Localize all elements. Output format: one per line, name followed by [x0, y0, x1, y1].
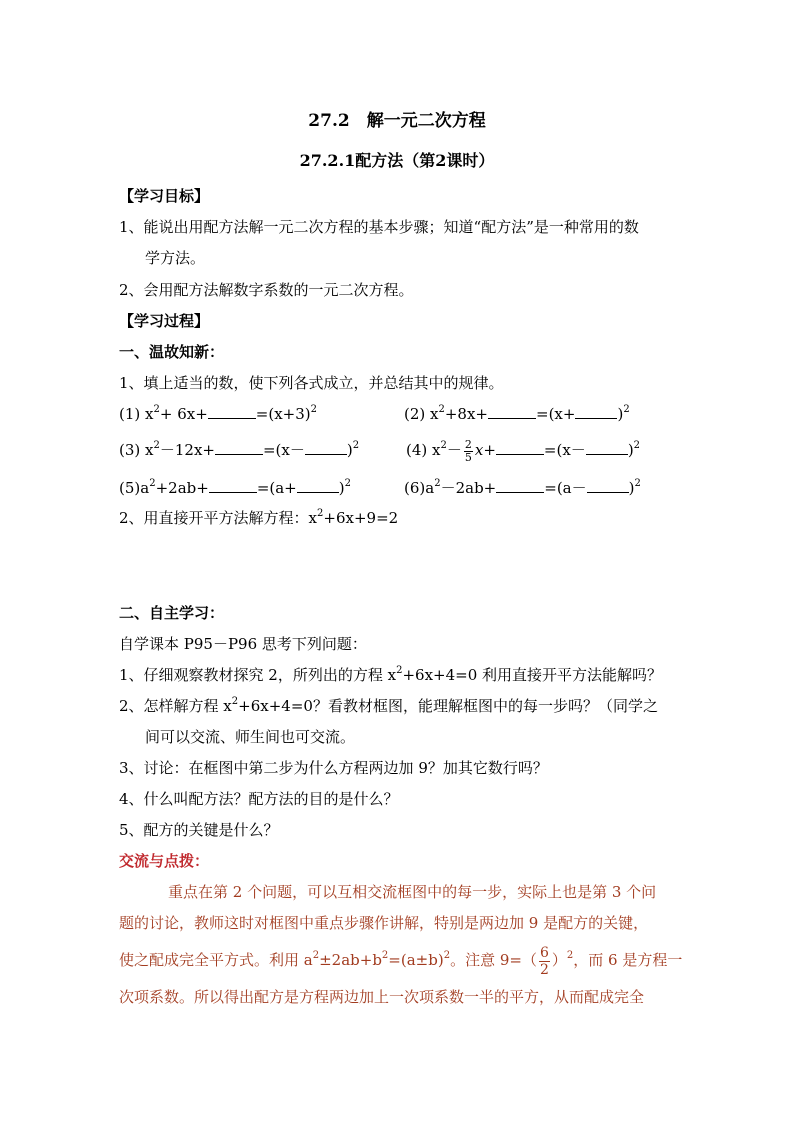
answer-blank[interactable] — [575, 404, 617, 419]
review-question-1: 1、填上适当的数，使下列各式成立，并总结其中的规律。 — [119, 374, 504, 392]
exercise-3: (3) $x^2-12x+ =(x- )^2$ — [119, 440, 360, 459]
exercise-2: (2) $x^2+8x+ =(x+ )^2$ — [404, 404, 630, 423]
answer-blank[interactable] — [208, 404, 256, 419]
exchange-heading: 交流与点拨： — [119, 852, 210, 870]
answer-blank[interactable] — [496, 478, 544, 493]
page-subtitle: 27.2.1配方法（第2课时） — [299, 151, 495, 170]
answer-blank[interactable] — [297, 478, 339, 493]
exchange-line-3: 使之配成完全平方式。利用 $a^2\pm 2ab+b^2=(a\pm b)^2$。注意 9=（ $\frac{6}{2}$ ）$^2$，而 6 是方程一 — [119, 944, 683, 978]
goals-heading: 【学习目标】 — [119, 187, 210, 205]
self-question-1: 1、仔细观察教材探究 2，所列出的方程 $x^2+6x+4=0$ 利用直接开平方法能解吗？ — [119, 665, 663, 684]
answer-blank[interactable] — [586, 440, 628, 455]
goal-1-line-2: 学方法。 — [145, 249, 206, 267]
answer-blank[interactable] — [215, 440, 263, 455]
review-question-2: 2、用直接开平方法解方程：$x^2+6x+9=2$ — [119, 508, 399, 527]
exchange-line-1: 重点在第 2 个问题，可以互相交流框图中的每一步，实际上也是第 3 个问 — [168, 883, 657, 901]
exercise-5: $(5)a^2+2ab+ =(a+ )^2$ — [119, 478, 351, 497]
answer-blank[interactable] — [209, 478, 257, 493]
answer-blank[interactable] — [488, 404, 536, 419]
process-heading: 【学习过程】 — [119, 312, 210, 330]
answer-blank[interactable] — [587, 478, 629, 493]
fraction: $\frac{6}{2}$ — [539, 944, 549, 978]
goal-1-line-1: 1、能说出用配方法解一元二次方程的基本步骤；知道“配方法”是一种常用的数 — [119, 218, 639, 236]
self-question-4: 4、什么叫配方法？配方法的目的是什么？ — [119, 790, 399, 808]
self-question-2-line-2: 间可以交流、师生间也可交流。 — [145, 728, 356, 746]
self-study-heading: 二、自主学习： — [119, 604, 225, 622]
goal-2: 2、会用配方法解数字系数的一元二次方程。 — [119, 281, 414, 299]
self-question-3: 3、讨论：在框图中第二步为什么方程两边加 9？加其它数行吗？ — [119, 759, 548, 777]
exercise-6: $(6)a^2-2ab+ =(a- )^2$ — [404, 478, 641, 497]
exercise-4: (4) $x^2-$ $\frac{2}{5}$ $x+ =(x- )^2$ — [406, 437, 641, 464]
exchange-line-2: 题的讨论，教师这时对框图中重点步骤作讲解，特别是两边加 9 是配方的关键， — [119, 914, 649, 932]
review-heading: 一、温故知新： — [119, 343, 225, 361]
page-title: 27.2 解一元二次方程 — [308, 111, 486, 131]
answer-blank[interactable] — [496, 440, 544, 455]
self-question-5: 5、配方的关键是什么？ — [119, 821, 279, 839]
answer-blank[interactable] — [305, 440, 347, 455]
fraction: $\frac{2}{5}$ — [464, 437, 472, 464]
exchange-line-4: 次项系数。所以得出配方是方程两边加上一次项系数一半的平方，从而配成完全 — [119, 988, 645, 1006]
self-study-intro: 自学课本 P95－P96 思考下列问题： — [119, 635, 367, 653]
exercise-1: (1) $x^2+ 6x+ =(x+3)^2$ — [119, 404, 317, 423]
self-question-2: 2、怎样解方程 $x^2+6x+4=0$？看教材框图，能理解框图中的每一步吗？（同学之 — [119, 696, 658, 715]
